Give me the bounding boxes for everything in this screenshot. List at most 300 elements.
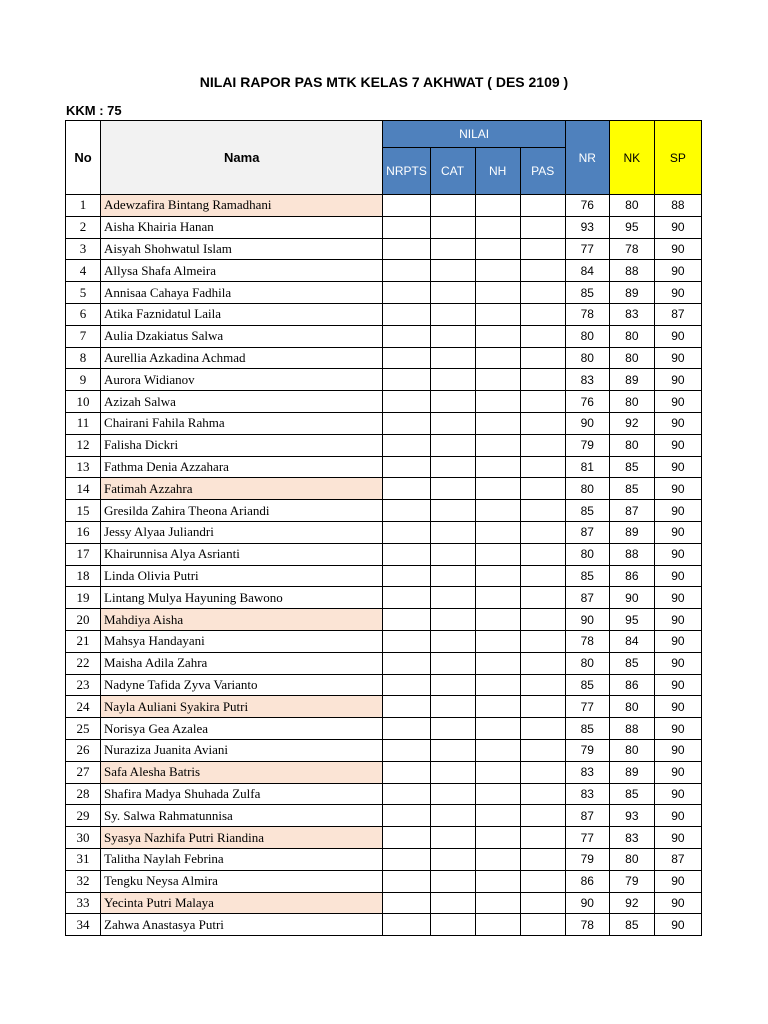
header-cat: CAT: [430, 148, 475, 195]
cell-cat: [430, 260, 475, 282]
cell-pas: [520, 521, 565, 543]
cell-nrpts: [383, 260, 430, 282]
cell-nh: [475, 391, 520, 413]
cell-pas: [520, 870, 565, 892]
table-row: [66, 761, 702, 783]
cell-sp: 90: [654, 805, 701, 827]
cell-nh: [475, 260, 520, 282]
cell-nrpts: [383, 565, 430, 587]
cell-no: 21: [66, 630, 101, 652]
cell-pas: [520, 739, 565, 761]
header-pas: PAS: [520, 148, 565, 195]
table-row: [66, 195, 702, 217]
cell-nk: 80: [609, 696, 654, 718]
cell-no: 11: [66, 412, 101, 434]
cell-no: 26: [66, 739, 101, 761]
cell-cat: [430, 914, 475, 936]
cell-cat: [430, 761, 475, 783]
cell-sp: 90: [654, 347, 701, 369]
cell-nr: 86: [565, 870, 609, 892]
cell-name: Aurora Widianov: [101, 369, 383, 391]
cell-nh: [475, 827, 520, 849]
cell-nrpts: [383, 696, 430, 718]
cell-no: 14: [66, 478, 101, 500]
cell-nr: 87: [565, 587, 609, 609]
cell-nk: 84: [609, 630, 654, 652]
cell-nh: [475, 696, 520, 718]
table-row: [66, 282, 702, 304]
cell-nrpts: [383, 587, 430, 609]
cell-cat: [430, 718, 475, 740]
table-row: [66, 652, 702, 674]
table-row: [66, 587, 702, 609]
cell-nr: 80: [565, 543, 609, 565]
cell-nr: 93: [565, 216, 609, 238]
cell-nh: [475, 870, 520, 892]
cell-pas: [520, 456, 565, 478]
cell-sp: 90: [654, 674, 701, 696]
cell-nh: [475, 565, 520, 587]
header-sp: SP: [654, 121, 701, 195]
cell-name: Aulia Dzakiatus Salwa: [101, 325, 383, 347]
cell-nr: 76: [565, 391, 609, 413]
cell-cat: [430, 587, 475, 609]
cell-pas: [520, 718, 565, 740]
cell-nrpts: [383, 347, 430, 369]
table-body: [66, 195, 702, 936]
cell-nr: 90: [565, 609, 609, 631]
cell-pas: [520, 805, 565, 827]
cell-nrpts: [383, 543, 430, 565]
cell-nk: 80: [609, 347, 654, 369]
cell-nk: 95: [609, 609, 654, 631]
cell-nr: 81: [565, 456, 609, 478]
cell-cat: [430, 805, 475, 827]
cell-nrpts: [383, 282, 430, 304]
cell-cat: [430, 892, 475, 914]
cell-pas: [520, 565, 565, 587]
cell-pas: [520, 500, 565, 522]
cell-nr: 87: [565, 521, 609, 543]
cell-nk: 92: [609, 892, 654, 914]
table-row: [66, 827, 702, 849]
cell-sp: 90: [654, 500, 701, 522]
cell-cat: [430, 739, 475, 761]
cell-sp: 87: [654, 848, 701, 870]
cell-pas: [520, 892, 565, 914]
cell-nh: [475, 805, 520, 827]
cell-name: Linda Olivia Putri: [101, 565, 383, 587]
cell-nrpts: [383, 848, 430, 870]
cell-nh: [475, 630, 520, 652]
header-no: No: [66, 121, 101, 195]
cell-nrpts: [383, 914, 430, 936]
cell-no: 25: [66, 718, 101, 740]
table-row: [66, 347, 702, 369]
cell-nrpts: [383, 195, 430, 217]
cell-nr: 77: [565, 696, 609, 718]
cell-nh: [475, 543, 520, 565]
cell-no: 12: [66, 434, 101, 456]
cell-no: 18: [66, 565, 101, 587]
cell-nk: 78: [609, 238, 654, 260]
cell-nrpts: [383, 674, 430, 696]
cell-nh: [475, 521, 520, 543]
cell-nr: 76: [565, 195, 609, 217]
cell-sp: 87: [654, 303, 701, 325]
cell-nk: 80: [609, 391, 654, 413]
cell-cat: [430, 216, 475, 238]
cell-nrpts: [383, 521, 430, 543]
cell-nk: 85: [609, 478, 654, 500]
cell-nk: 80: [609, 434, 654, 456]
table-row: [66, 674, 702, 696]
cell-nk: 88: [609, 543, 654, 565]
cell-pas: [520, 587, 565, 609]
cell-pas: [520, 848, 565, 870]
cell-sp: 90: [654, 587, 701, 609]
header-nh: NH: [475, 148, 520, 195]
cell-sp: 90: [654, 827, 701, 849]
table-row: [66, 434, 702, 456]
cell-sp: 90: [654, 478, 701, 500]
cell-cat: [430, 827, 475, 849]
cell-nrpts: [383, 303, 430, 325]
cell-sp: 90: [654, 565, 701, 587]
cell-sp: 90: [654, 543, 701, 565]
cell-nrpts: [383, 412, 430, 434]
cell-nk: 87: [609, 500, 654, 522]
cell-sp: 90: [654, 630, 701, 652]
cell-name: Talitha Naylah Febrina: [101, 848, 383, 870]
cell-nr: 78: [565, 303, 609, 325]
cell-pas: [520, 674, 565, 696]
cell-no: 4: [66, 260, 101, 282]
cell-nk: 90: [609, 587, 654, 609]
cell-no: 6: [66, 303, 101, 325]
cell-nh: [475, 761, 520, 783]
cell-nk: 88: [609, 260, 654, 282]
cell-nh: [475, 674, 520, 696]
table-row: [66, 369, 702, 391]
cell-pas: [520, 630, 565, 652]
cell-sp: 90: [654, 521, 701, 543]
cell-pas: [520, 347, 565, 369]
cell-sp: 90: [654, 260, 701, 282]
table-row: [66, 478, 702, 500]
cell-nr: 79: [565, 848, 609, 870]
cell-nr: 83: [565, 369, 609, 391]
cell-nk: 88: [609, 718, 654, 740]
cell-cat: [430, 674, 475, 696]
cell-sp: 90: [654, 783, 701, 805]
cell-nk: 86: [609, 674, 654, 696]
cell-cat: [430, 238, 475, 260]
cell-no: 20: [66, 609, 101, 631]
cell-sp: 90: [654, 238, 701, 260]
cell-cat: [430, 500, 475, 522]
cell-sp: 90: [654, 718, 701, 740]
cell-nk: 83: [609, 827, 654, 849]
cell-nh: [475, 914, 520, 936]
cell-nr: 87: [565, 805, 609, 827]
cell-nr: 80: [565, 652, 609, 674]
cell-nr: 77: [565, 827, 609, 849]
table-row: [66, 456, 702, 478]
cell-cat: [430, 848, 475, 870]
cell-no: 23: [66, 674, 101, 696]
cell-no: 9: [66, 369, 101, 391]
header-nama: Nama: [101, 121, 383, 195]
cell-nr: 80: [565, 478, 609, 500]
cell-nh: [475, 892, 520, 914]
table-row: [66, 739, 702, 761]
table-row: [66, 216, 702, 238]
cell-name: Azizah Salwa: [101, 391, 383, 413]
cell-sp: 90: [654, 739, 701, 761]
cell-pas: [520, 303, 565, 325]
cell-sp: 90: [654, 609, 701, 631]
header-nrpts: NRPTS: [383, 148, 430, 195]
cell-nr: 90: [565, 892, 609, 914]
cell-sp: 90: [654, 892, 701, 914]
cell-nrpts: [383, 609, 430, 631]
cell-nk: 93: [609, 805, 654, 827]
table-row: [66, 391, 702, 413]
cell-pas: [520, 238, 565, 260]
cell-pas: [520, 260, 565, 282]
cell-nh: [475, 369, 520, 391]
cell-nh: [475, 412, 520, 434]
cell-nh: [475, 609, 520, 631]
cell-cat: [430, 456, 475, 478]
cell-nh: [475, 216, 520, 238]
cell-pas: [520, 652, 565, 674]
cell-nrpts: [383, 870, 430, 892]
cell-no: 10: [66, 391, 101, 413]
cell-nh: [475, 347, 520, 369]
cell-name: Shafira Madya Shuhada Zulfa: [101, 783, 383, 805]
cell-nh: [475, 652, 520, 674]
cell-name: Zahwa Anastasya Putri: [101, 914, 383, 936]
table-row: [66, 805, 702, 827]
cell-pas: [520, 369, 565, 391]
cell-no: 1: [66, 195, 101, 217]
cell-pas: [520, 216, 565, 238]
cell-no: 3: [66, 238, 101, 260]
cell-name: Fathma Denia Azzahara: [101, 456, 383, 478]
cell-nk: 85: [609, 783, 654, 805]
table-row: [66, 325, 702, 347]
header-nr: NR: [565, 121, 609, 195]
cell-name: Fatimah Azzahra: [101, 478, 383, 500]
cell-cat: [430, 630, 475, 652]
table-row: [66, 892, 702, 914]
cell-nr: 85: [565, 674, 609, 696]
cell-name: Gresilda Zahira Theona Ariandi: [101, 500, 383, 522]
grades-table: [65, 120, 702, 936]
cell-pas: [520, 543, 565, 565]
cell-nk: 85: [609, 652, 654, 674]
cell-cat: [430, 412, 475, 434]
kkm-label: KKM : 75: [66, 103, 122, 118]
cell-nr: 78: [565, 630, 609, 652]
cell-cat: [430, 195, 475, 217]
cell-name: Nayla Auliani Syakira Putri: [101, 696, 383, 718]
cell-name: Nuraziza Juanita Aviani: [101, 739, 383, 761]
cell-nk: 85: [609, 456, 654, 478]
cell-sp: 90: [654, 696, 701, 718]
cell-cat: [430, 347, 475, 369]
cell-nrpts: [383, 827, 430, 849]
cell-nr: 79: [565, 434, 609, 456]
cell-nrpts: [383, 718, 430, 740]
table-row: [66, 718, 702, 740]
cell-no: 15: [66, 500, 101, 522]
cell-nk: 80: [609, 195, 654, 217]
cell-name: Allysa Shafa Almeira: [101, 260, 383, 282]
cell-no: 16: [66, 521, 101, 543]
cell-pas: [520, 412, 565, 434]
cell-nrpts: [383, 391, 430, 413]
cell-name: Khairunnisa Alya Asrianti: [101, 543, 383, 565]
cell-nr: 79: [565, 739, 609, 761]
cell-sp: 90: [654, 391, 701, 413]
table-row: [66, 412, 702, 434]
table-row: [66, 696, 702, 718]
cell-no: 29: [66, 805, 101, 827]
cell-nrpts: [383, 238, 430, 260]
cell-no: 27: [66, 761, 101, 783]
cell-nk: 83: [609, 303, 654, 325]
cell-no: 34: [66, 914, 101, 936]
cell-sp: 90: [654, 914, 701, 936]
cell-no: 32: [66, 870, 101, 892]
cell-cat: [430, 783, 475, 805]
cell-name: Aurellia Azkadina Achmad: [101, 347, 383, 369]
cell-nk: 80: [609, 848, 654, 870]
cell-cat: [430, 369, 475, 391]
cell-nr: 84: [565, 260, 609, 282]
cell-nh: [475, 739, 520, 761]
cell-sp: 90: [654, 216, 701, 238]
cell-name: Adewzafira Bintang Ramadhani: [101, 195, 383, 217]
cell-sp: 90: [654, 282, 701, 304]
cell-cat: [430, 870, 475, 892]
table-row: [66, 500, 702, 522]
cell-no: 5: [66, 282, 101, 304]
cell-pas: [520, 827, 565, 849]
cell-name: Aisyah Shohwatul Islam: [101, 238, 383, 260]
cell-nrpts: [383, 652, 430, 674]
cell-name: Atika Faznidatul Laila: [101, 303, 383, 325]
cell-cat: [430, 565, 475, 587]
cell-pas: [520, 609, 565, 631]
cell-nh: [475, 587, 520, 609]
cell-no: 7: [66, 325, 101, 347]
cell-cat: [430, 391, 475, 413]
cell-pas: [520, 783, 565, 805]
cell-nh: [475, 478, 520, 500]
cell-name: Mahdiya Aisha: [101, 609, 383, 631]
cell-pas: [520, 914, 565, 936]
cell-nk: 92: [609, 412, 654, 434]
cell-name: Nadyne Tafida Zyva Varianto: [101, 674, 383, 696]
cell-no: 31: [66, 848, 101, 870]
cell-no: 22: [66, 652, 101, 674]
cell-nrpts: [383, 739, 430, 761]
cell-nk: 89: [609, 369, 654, 391]
cell-sp: 88: [654, 195, 701, 217]
cell-nk: 85: [609, 914, 654, 936]
cell-no: 33: [66, 892, 101, 914]
cell-nrpts: [383, 369, 430, 391]
cell-nk: 89: [609, 761, 654, 783]
cell-nrpts: [383, 478, 430, 500]
cell-name: Jessy Alyaa Juliandri: [101, 521, 383, 543]
cell-no: 24: [66, 696, 101, 718]
cell-nr: 85: [565, 500, 609, 522]
cell-name: Safa Alesha Batris: [101, 761, 383, 783]
cell-sp: 90: [654, 761, 701, 783]
header-nk: NK: [609, 121, 654, 195]
page-title: NILAI RAPOR PAS MTK KELAS 7 AKHWAT ( DES 2109 ): [199, 74, 569, 90]
table-row: [66, 238, 702, 260]
cell-pas: [520, 761, 565, 783]
cell-cat: [430, 652, 475, 674]
cell-name: Syasya Nazhifa Putri Riandina: [101, 827, 383, 849]
cell-nr: 85: [565, 565, 609, 587]
cell-cat: [430, 521, 475, 543]
cell-nh: [475, 848, 520, 870]
cell-sp: 90: [654, 369, 701, 391]
cell-nr: 83: [565, 783, 609, 805]
table-row: [66, 260, 702, 282]
cell-no: 13: [66, 456, 101, 478]
cell-nr: 78: [565, 914, 609, 936]
table-row: [66, 303, 702, 325]
cell-name: Falisha Dickri: [101, 434, 383, 456]
cell-sp: 90: [654, 412, 701, 434]
cell-cat: [430, 303, 475, 325]
cell-nrpts: [383, 434, 430, 456]
cell-nrpts: [383, 630, 430, 652]
cell-name: Maisha Adila Zahra: [101, 652, 383, 674]
cell-pas: [520, 325, 565, 347]
cell-nrpts: [383, 500, 430, 522]
cell-nrpts: [383, 216, 430, 238]
cell-pas: [520, 391, 565, 413]
cell-name: Norisya Gea Azalea: [101, 718, 383, 740]
cell-nk: 79: [609, 870, 654, 892]
cell-name: Tengku Neysa Almira: [101, 870, 383, 892]
cell-cat: [430, 325, 475, 347]
cell-sp: 90: [654, 325, 701, 347]
cell-cat: [430, 434, 475, 456]
cell-nrpts: [383, 805, 430, 827]
cell-nr: 90: [565, 412, 609, 434]
cell-no: 28: [66, 783, 101, 805]
cell-sp: 90: [654, 870, 701, 892]
cell-cat: [430, 282, 475, 304]
cell-nk: 80: [609, 739, 654, 761]
cell-name: Chairani Fahila Rahma: [101, 412, 383, 434]
cell-nr: 85: [565, 718, 609, 740]
cell-nh: [475, 434, 520, 456]
table-row: [66, 565, 702, 587]
table-row: [66, 914, 702, 936]
cell-cat: [430, 696, 475, 718]
